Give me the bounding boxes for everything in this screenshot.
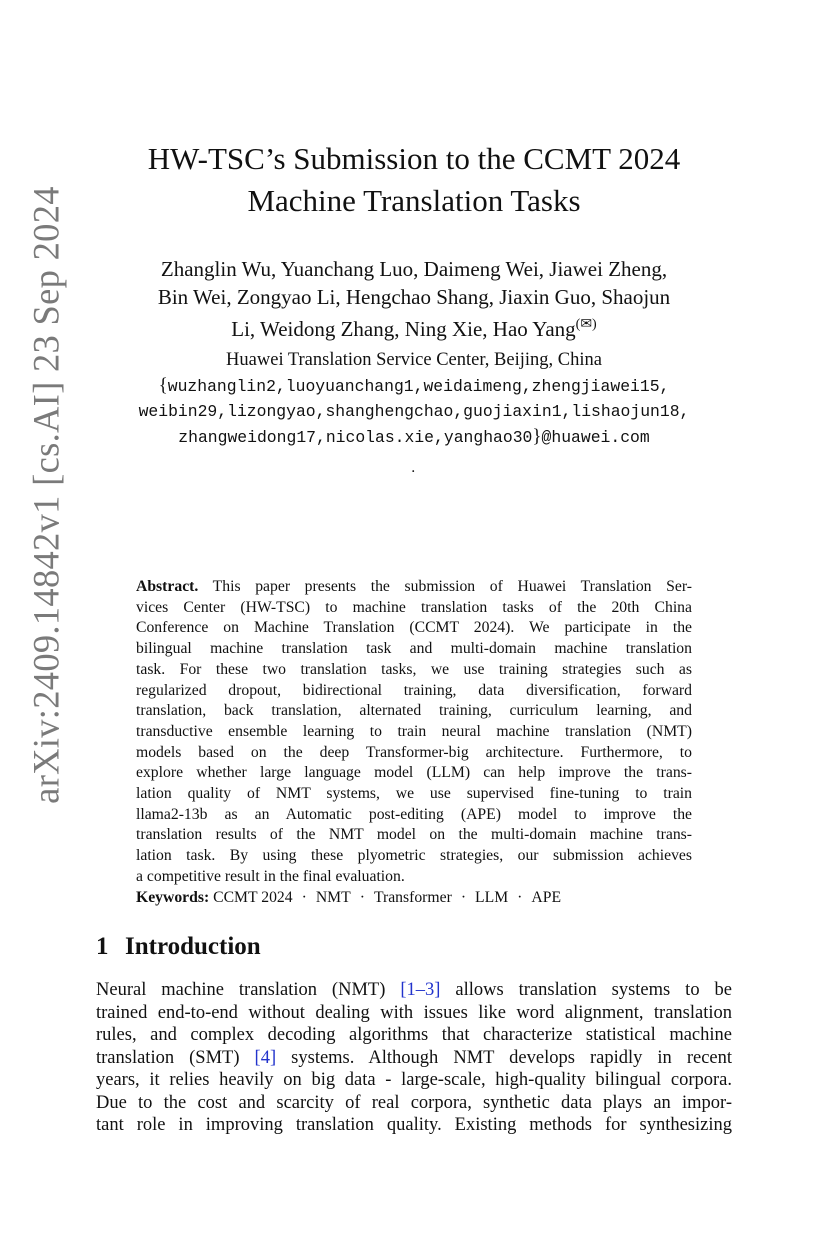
abstract-line: models based on the deep Transformer-big architecture. Furthermore, to (136, 743, 692, 761)
email-list (100, 373, 728, 450)
body-line: Neural machine translation (NMT) [1–3] allows translation systems to be (96, 980, 732, 1000)
abstract-line: translation results of the NMT model on the multi-domain machine trans- (136, 826, 692, 844)
title-line-1: HW-TSC’s Submission to the CCMT 2024 (147, 141, 681, 176)
email-domain: @huawei.com (541, 428, 650, 447)
keyword-separator: · (359, 889, 365, 906)
email-line-3-text: zhangweidong17,nicolas.xie,yanghao30 (178, 428, 533, 447)
abstract (136, 577, 692, 888)
section-number: 1 (96, 933, 109, 960)
email-line-1 (100, 373, 728, 399)
citation-link[interactable]: [4] (254, 1047, 277, 1068)
body-line: translation (SMT) [4] systems. Although NMT develops rapidly in recent (96, 1047, 733, 1068)
email-line-2: weibin29,lizongyao,shanghengchao,guojiaxin1,lishaojun18, (138, 402, 690, 421)
abstract-line: lation quality of NMT systems, we use supervised fine-tuning to train (136, 785, 692, 803)
introduction-body (96, 979, 732, 1137)
keyword: LLM (475, 889, 509, 906)
keywords (136, 887, 736, 908)
trailing-dot: . (411, 460, 416, 476)
body-line: rules, and complex decoding algorithms that characterize statistical machine (96, 1025, 732, 1045)
keyword-separator: · (517, 889, 523, 906)
keyword-separator: · (460, 889, 467, 906)
keyword-separator: · (301, 889, 307, 906)
body-line: tant role in improving translation quality. Existing methods for synthesizing (96, 1115, 732, 1135)
section-title: Introduction (125, 933, 261, 960)
author-line-3 (100, 311, 728, 343)
abstract-line: regularized dropout, bidirectional training, data diversification, forward (136, 681, 692, 699)
email-line-3 (100, 424, 728, 450)
email-line-1-text: wuzhanglin2,luoyuanchang1,weidaimeng,zhengjiawei15, (167, 377, 670, 396)
keyword: NMT (315, 889, 351, 906)
abstract-line: llama2-13b as an Automatic post-editing (APE) model to improve the (136, 805, 692, 823)
arxiv-identifier: arXiv:2409.14842v1 [cs.AI] 23 Sep 2024 (25, 186, 67, 804)
paper-title (100, 138, 728, 222)
section-heading (96, 931, 261, 963)
abstract-line: explore whether large language model (LLM) can help improve the trans- (136, 764, 692, 782)
body-line: Due to the cost and scarcity of real corpora, synthetic data plays an impor- (96, 1092, 732, 1113)
abstract-line: a competitive result in the final evaluation. (136, 867, 405, 885)
keywords-label: Keywords: (136, 889, 210, 906)
author-list (100, 255, 728, 343)
citation-link[interactable]: [1–3] (400, 980, 441, 1000)
author-line-2: Bin Wei, Zongyao Li, Hengchao Shang, Jiaxin Guo, Shaojun (157, 285, 671, 309)
arxiv-watermark (6, 172, 86, 818)
keyword: Transformer (373, 889, 452, 906)
envelope-icon: (✉) (575, 317, 597, 332)
keyword: APE (531, 889, 562, 906)
keyword: CCMT 2024 (213, 889, 293, 906)
abstract-line: lation task. By using these plyometric strategies, our submission achieves (136, 847, 692, 865)
affiliation: Huawei Translation Service Center, Beijing, China (226, 350, 602, 370)
author-line-3-text: Li, Weidong Zhang, Ning Xie, Hao Yang (231, 317, 576, 341)
title-line-2: Machine Translation Tasks (247, 183, 581, 218)
abstract-line: vices Center (HW-TSC) to machine translation tasks of the 20th China (136, 598, 692, 616)
abstract-line: Conference on Machine Translation (CCMT 2024). We participate in the (136, 619, 692, 637)
abstract-line: task. For these two translation tasks, we use training strategies such as (136, 660, 692, 678)
abstract-line: translation, back translation, alternated training, curriculum learning, and (136, 702, 692, 720)
email-close-brace: } (532, 426, 542, 447)
body-line: trained end-to-end without dealing with issues like word alignment, translation (96, 1002, 732, 1023)
author-line-1: Zhanglin Wu, Yuanchang Luo, Daimeng Wei, Jiawei Zheng, (160, 257, 668, 281)
abstract-line: transductive ensemble learning to train neural machine translation (NMT) (136, 722, 692, 740)
abstract-label: Abstract. (136, 578, 199, 595)
abstract-line: Abstract. This paper presents the submission of Huawei Translation Ser- (136, 578, 692, 595)
email-open-brace: { (158, 375, 168, 396)
abstract-line: bilingual machine translation task and multi-domain machine translation (136, 640, 692, 658)
body-line: years, it relies heavily on big data - large-scale, high-quality bilingual corpora. (96, 1070, 732, 1090)
